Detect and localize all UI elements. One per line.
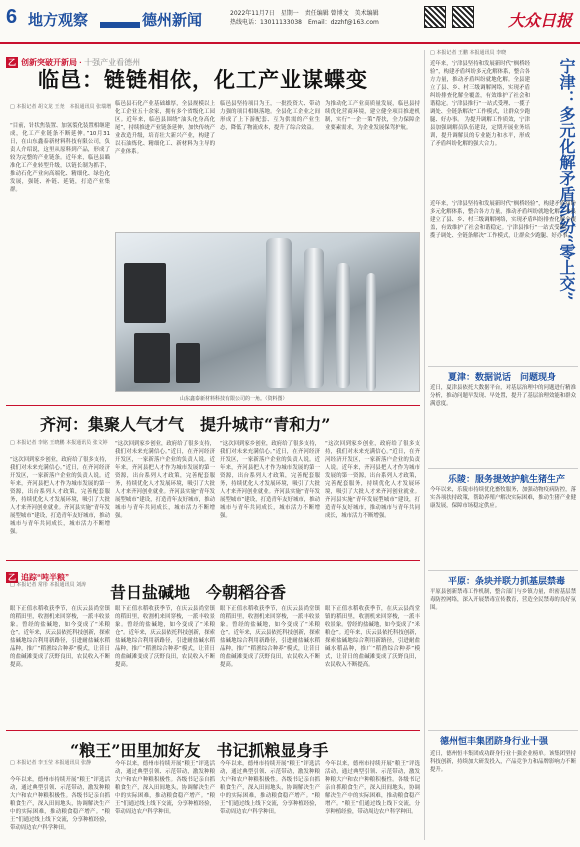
top-story-col1 xyxy=(10,122,110,397)
second-story-para: “这次回到家乡创业，政府给了很多支持，我们对未来充满信心。”近日，在齐河经济开发区，一家新落户企业的负责人说。近年来，齐河县把人才作为城市发展的第一资源，出台系列人才政策，完善配套服务，持续优化人才发展环境，吸引了大批人才来齐河创业就业。齐河县实施“青年发展型城市”建设，打造青年友好城市，推动城市与青年共同成长，城市活力不断增强。 xyxy=(10,457,110,535)
second-story-col4 xyxy=(325,440,420,556)
second-story-para: “这次回到家乡创业，政府给了很多支持，我们对未来充满信心。”近日，在齐河经济开发区，一家新落户企业的负责人说。近年来，齐河县把人才作为城市发展的第一资源，出台系列人才政策，完善配套服务，持续优化人才发展环境，吸引了大批人才来齐河创业就业。齐河县实施“青年发展型城市”建设，打造青年友好城市，推动城市与青年共同成长，城市活力不断增强。 xyxy=(325,441,420,519)
qr-code-icon xyxy=(424,6,446,28)
second-story-byline: □ 本报记者 李铭 王晓鹏 本报通讯员 张文婷 xyxy=(10,440,108,446)
fourth-story-para: 今年以来，德州市持续开展“粮王”评选活动，通过典型引领、示范带动，激发种粮大户和农户种粮积极性。各级书记亲自抓粮食生产，深入田间地头，协调解决生产中的实际困难，推动粮食稳产增产。“粮王”们通过线上线下交流，分享种植经验，带动周边农户科学种田。 xyxy=(325,761,420,815)
fourth-story-col4 xyxy=(325,760,420,842)
divider xyxy=(6,560,420,561)
side-lead-para: 近年来，宁津县坚持和发展新时代“枫桥经验”，构建矛盾纠纷多元化解体系，整合各方力量，推动矛盾纠纷就地化解。全县建立了县、乡、村三级调解网络，实现矛盾纠纷排查化解全覆盖，有效维护了社会和谐稳定。宁津县推行“一站式受理、一揽子调处、全链条解决”工作模式，让群众少跑腿、好办事。 xyxy=(430,201,576,239)
fourth-story-col3 xyxy=(220,760,320,842)
newspaper-logo: 大众日报 xyxy=(507,11,572,30)
qr-code-icon xyxy=(452,6,474,28)
top-story-col4 xyxy=(325,100,420,228)
divider xyxy=(428,570,578,571)
fourth-story-byline: □ 本报记者 李玉莹 本报通讯员 张静 xyxy=(10,760,92,766)
second-story-para: “这次回到家乡创业，政府给了很多支持，我们对未来充满信心。”近日，在齐河经济开发区，一家新落户企业的负责人说。近年来，齐河县把人才作为城市发展的第一资源，出台系列人才政策，完善配套服务，持续优化人才发展环境，吸引了大批人才来齐河创业就业。齐河县实施“青年发展型城市”建设，打造青年友好城市，推动城市与青年共同成长，城市活力不断增强。 xyxy=(220,441,320,519)
kicker-text: 追踪“吨半粮” xyxy=(21,573,69,582)
third-story-para: 眼下正值水稻收获季节，在庆云县尚堂镇的稻田里，收割机来回穿梭，一派丰收景象。曾经的盐碱地，如今变成了“米粮仓”。近年来，庆云县依托科技创新，探索盐碱地综合利用新路径，引进耐盐碱水稻品种，推广“稻渔综合种养”模式，让昔日的盐碱滩变成了沃野良田，农民收入不断提高。 xyxy=(325,606,420,668)
fourth-story-para: 今年以来，德州市持续开展“粮王”评选活动，通过典型引领、示范带动，激发种粮大户和农户种粮积极性。各级书记亲自抓粮食生产，深入田间地头，协调解决生产中的实际困难，推动粮食稳产增产。“粮王”们通过线上线下交流，分享种植经验，带动周边农户科学种田。 xyxy=(10,777,110,831)
side-lead-col2 xyxy=(430,200,576,340)
fourth-story-para: 今年以来，德州市持续开展“粮王”评选活动，通过典型引领、示范带动，激发种粮大户和农户种粮积极性。各级书记亲自抓粮食生产，深入田间地头，协调解决生产中的实际困难，推动粮食稳产增产。“粮王”们通过线上线下交流，分享种植经验，带动周边农户科学种田。 xyxy=(115,761,215,815)
brief1-title: 夏津：数据说话 问题现身 xyxy=(448,373,557,383)
brief1-body: 近日，夏津县依托大数据平台，对基层治理中的问题进行精准分析，推动问题早发现、早处置，提升了基层治理效能和群众满意度。 xyxy=(430,385,576,407)
divider xyxy=(428,366,578,367)
fourth-story-title: “粮王”田里加好友 书记抓粮显身手 xyxy=(70,741,329,760)
divider xyxy=(428,730,578,731)
third-story-para: 眼下正值水稻收获季节，在庆云县尚堂镇的稻田里，收割机来回穿梭，一派丰收景象。曾经的盐碱地，如今变成了“米粮仓”。近年来，庆云县依托科技创新，探索盐碱地综合利用新路径，引进耐盐碱水稻品种，推广“稻渔综合种养”模式，让昔日的盐碱滩变成了沃野良田，农民收入不断提高。 xyxy=(10,606,110,668)
third-story-byline: □ 本报记者 常彤 本报通讯员 刘涛 xyxy=(10,582,87,588)
brief2-title: 乐陵：服务提效护航生猪生产 xyxy=(448,475,566,485)
header-meta-line2: 热线电话：13011133038 Email：dzzhf@163.com xyxy=(230,19,379,26)
side-lead-title: 宁津：多元化解矛盾纠纷“零上交” xyxy=(557,58,576,301)
side-lead-para: 近年来，宁津县坚持和发展新时代“枫桥经验”，构建矛盾纠纷多元化解体系，整合各方力量，推动矛盾纠纷就地化解。全县建立了县、乡、村三级调解网络，实现矛盾纠纷排查化解全覆盖，有效维护了社会和谐稳定。宁津县推行“一站式受理、一揽子调处、全链条解决”工作模式，让群众少跑腿、好办事。 xyxy=(430,61,530,123)
second-story-title: 齐河：集聚人气才气 提升城市“青和力” xyxy=(40,415,331,434)
factory-photo xyxy=(115,232,420,392)
section-title: 地方观察 xyxy=(28,12,89,29)
fourth-story-col2 xyxy=(115,760,215,842)
divider xyxy=(428,468,578,469)
top-story-para1: “目前，针状焦装置、加氢裂化装置相继建成，化工产业链条不断延伸。”10月31日，在山东鑫泰新材料科技有限公司，负责人介绍说，这里从原料到产品，形成了较为完整的产业链条。近年来，临邑县瞄准化工产业转型升级，以链长制为抓手，推动石化产业向高端化、精细化、绿色化发展，强链、补链、延链，打造产业集群。 xyxy=(10,123,110,193)
photo-caption: 山东鑫泰新材料科技有限公司的一角。（资料图） xyxy=(180,396,288,402)
divider xyxy=(6,405,420,406)
second-story-para: “这次回到家乡创业，政府给了很多支持，我们对未来充满信心。”近日，在齐河经济开发区，一家新落户企业的负责人说。近年来，齐河县把人才作为城市发展的第一资源，出台系列人才政策，完善配套服务，持续优化人才发展环境，吸引了大批人才来齐河创业就业。齐河县实施“青年发展型城市”建设，打造青年友好城市，推动城市与青年共同成长，城市活力不断增强。 xyxy=(115,441,215,519)
top-story-para2: 临邑县石化产业基础雄厚，全县规模以上化工企业五十余家，拥有多个省级化工园区。近年来，临邑县围绕“油头化身高化尾”，持续推进产业链条延伸，加快传统产业改造升级，培育壮大新兴产业，构建了以石油炼化、精细化工、新材料为主导的产业体系。 xyxy=(115,101,215,155)
third-story-col1 xyxy=(10,605,110,725)
side-lead-para2: 为提升调解工作质效，宁津县加强调解员队伍建设，定期开展业务培训，提升调解员的专业能力和水平，形成了矛盾纠纷化解的强大合力。 xyxy=(430,117,530,147)
top-story-title: 临邑：链链相依，化工产业谋蝶变 xyxy=(38,67,368,92)
kicker-suffix: 十强产业看德州 xyxy=(84,58,141,67)
top-story-para4: 为推动化工产业高质量发展，临邑县持续优化营商环境，建立健全项目推进机制，实行“一企一策”帮扶，全力保障企业要素需求，为企业发展保驾护航。 xyxy=(325,101,420,131)
top-story-para3: 临邑县坚持项目为王，一批投资大、带动力强的项目相继落地。全县化工企业之间形成了上下游配套、互为供需的产业生态，降低了物流成本，提升了综合效益。 xyxy=(220,101,320,131)
brief4-body: 近日，德州恒丰集团成功跻身行业十强企业榜单。该集团坚持科技创新，持续加大研发投入，产品竞争力和品牌影响力不断提升。 xyxy=(430,751,576,773)
divider xyxy=(6,730,420,731)
brief3-body: 平原县创新禁毒工作机制，整合部门与乡镇力量，织密基层禁毒防控网络，深入开展禁毒宣传教育，营造全民禁毒的良好氛围。 xyxy=(430,589,576,611)
kicker-tag: 乙 xyxy=(8,58,16,67)
kicker-text: 创新突破开新局 xyxy=(21,58,77,67)
header-meta xyxy=(230,9,379,27)
kicker-tag: 乙 xyxy=(8,573,16,582)
fourth-story-para: 今年以来，德州市持续开展“粮王”评选活动，通过典型引领、示范带动，激发种粮大户和农户种粮积极性。各级书记亲自抓粮食生产，深入田间地头，协调解决生产中的实际困难，推动粮食稳产增产。“粮王”们通过线上线下交流，分享种植经验，带动周边农户科学种田。 xyxy=(220,761,320,815)
top-story-col3 xyxy=(220,100,320,228)
second-story-col3 xyxy=(220,440,320,556)
top-story-col2 xyxy=(115,100,215,228)
brief4-title: 德州恒丰集团跻身行业十强 xyxy=(440,737,549,747)
top-story-byline: □ 本报记者 胡文龙 王尧 本报通讯员 张瑞增 xyxy=(10,104,112,110)
header-skyline-decoration xyxy=(100,22,140,28)
page-number: 6 xyxy=(6,6,18,28)
second-story-col1 xyxy=(10,456,110,556)
page-header xyxy=(0,0,580,44)
third-story-title: 昔日盐碱地 今朝稻谷香 xyxy=(110,583,287,602)
top-story-kicker: 乙 创新突破开新局 · 十强产业看德州 xyxy=(8,58,141,67)
second-story-col2 xyxy=(115,440,215,556)
third-story-col2 xyxy=(115,605,215,725)
column-divider xyxy=(424,50,425,840)
fourth-story-col1 xyxy=(10,776,110,842)
side-byline: □ 本报记者 王鹏 本报通讯员 李晓 xyxy=(430,50,507,56)
brief2-body: 今年以来，乐陵市持续优化畜牧服务，加强动物疫病防控，落实各项扶持政策，帮助养殖户解决实际困难，推动生猪产业健康发展，保障市场稳定供应。 xyxy=(430,487,576,509)
third-story-col4 xyxy=(325,605,420,725)
header-meta-line1: 2022年11月7日 星期一 责任编辑 曾博文 美术编辑 xyxy=(230,10,379,17)
header-brand: 德州新闻 xyxy=(142,12,203,29)
third-story-para: 眼下正值水稻收获季节，在庆云县尚堂镇的稻田里，收割机来回穿梭，一派丰收景象。曾经的盐碱地，如今变成了“米粮仓”。近年来，庆云县依托科技创新，探索盐碱地综合利用新路径，引进耐盐碱水稻品种，推广“稻渔综合种养”模式，让昔日的盐碱滩变成了沃野良田，农民收入不断提高。 xyxy=(220,606,320,668)
brief3-title: 平原：条块并联力抓基层禁毒 xyxy=(448,577,566,587)
third-story-col3 xyxy=(220,605,320,725)
third-story-para: 眼下正值水稻收获季节，在庆云县尚堂镇的稻田里，收割机来回穿梭，一派丰收景象。曾经的盐碱地，如今变成了“米粮仓”。近年来，庆云县依托科技创新，探索盐碱地综合利用新路径，引进耐盐碱水稻品种，推广“稻渔综合种养”模式，让昔日的盐碱滩变成了沃野良田，农民收入不断提高。 xyxy=(115,606,215,668)
